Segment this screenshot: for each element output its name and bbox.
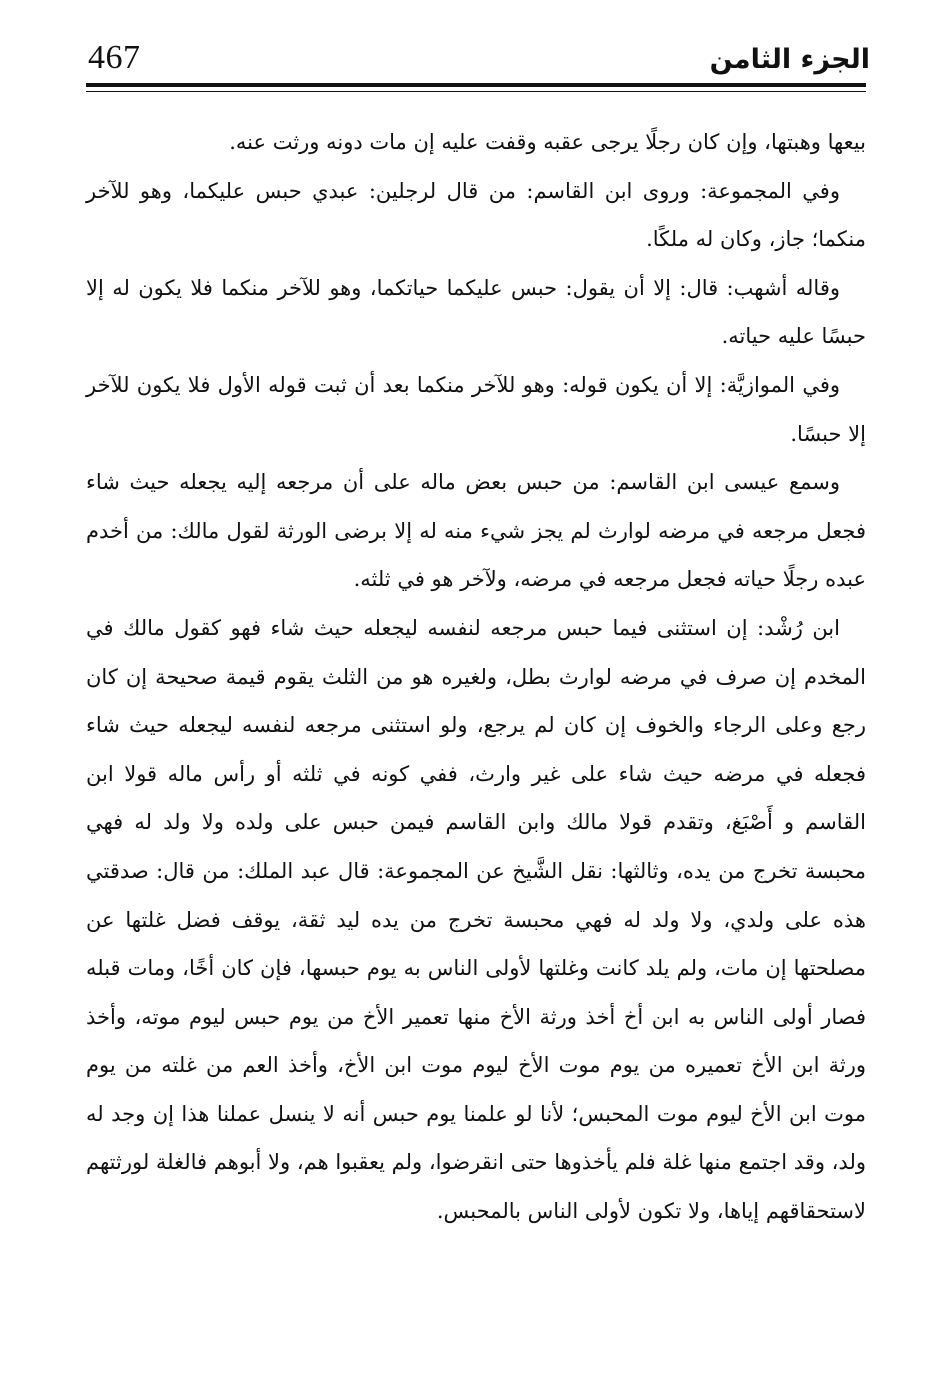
running-title: الجزء الثامن	[709, 44, 870, 75]
page-number: 467	[88, 39, 141, 76]
header-rule-thick	[86, 83, 866, 87]
header-rule-thin	[86, 91, 866, 92]
paragraph-6: ابن رُشْد: إن استثنى فيما حبس مرجعه لنفسه ليجعله حيث شاء فهو كقول مالك في المخدم إن صرف في مرضه لوارث بطل، ولغيره هو من الثلث يقوم قيمة صحيحة إن كان رجع وعلى الرجاء والخوف إن كان لم يرجع، ولو استثنى مرجعه لنفسه ليجعله حيث شاء فجعله في مرضه حيث شاء على غير وارث، ففي كونه في ثلثه أو رأس ماله قولا ابن القاسم و أَصْبَغ، وتقدم قولا مالك وابن القاسم فيمن حبس على ولده ولا ولد له فهي محبسة تخرج من يده، وثالثها: نقل الشَّيخ عن المجموعة: قال عبد الملك: من قال: صدقتي هذه على ولدي، ولا ولد له فهي محبسة تخرج من يده ليد ثقة، يوقف فضل غلتها عن مصلحتها إن مات، ولم يلد كانت وغلتها لأولى الناس به يوم حبسها، فإن كان أخًا، ومات قبله فصار أولى الناس به ابن أخ أخذ ورثة الأخ منها تعمير الأخ من يوم حبس ليوم موته، وأخذ ورثة ابن الأخ تعميره من يوم موت الأخ ليوم موت ابن الأخ، وأخذ العم من غلته من يوم موت ابن الأخ ليوم موت المحبس؛ لأنا لو علمنا يوم حبس أنه لا ينسل عملنا هذا إن وجد له ولد، وقد اجتمع منها غلة فلم يأخذوها حتى انقرضوا، ولم يعقبوا هم، ولا أبوهم فالغلة لورثتهم لاستحقاقهم إياها، ولا تكون لأولى الناس بالمحبس.	[86, 615, 866, 1224]
paragraph-2: وفي المجموعة: وروى ابن القاسم: من قال لرجلين: عبدي حبس عليكما، وهو للآخر منكما؛ جاز، وكان له ملكًا.	[86, 178, 866, 252]
body-text	[86, 118, 866, 1236]
paragraph-4: وفي الموازيَّة: إلا أن يكون قوله: وهو للآخر منكما بعد أن ثبت قوله الأول فلا يكون للآخر إلا حبسًا.	[86, 372, 866, 446]
paragraph-5: وسمع عيسى ابن القاسم: من حبس بعض ماله على أن مرجعه إليه يجعله حيث شاء فجعل مرجعه في مرضه لوارث لم يجز شيء منه له إلا برضى الورثة لقول مالك: من أخدم عبده رجلًا حياته فجعل مرجعه في مرضه، ولآخر هو في ثلثه.	[86, 470, 866, 592]
page-header	[80, 36, 870, 88]
paragraph-3: وقاله أشهب: قال: إلا أن يقول: حبس عليكما حياتكما، وهو للآخر منكما فلا يكون له إلا حبسًا عليه حياته.	[86, 275, 866, 349]
paragraph-1: بيعها وهبتها، وإن كان رجلًا يرجى عقبه وقفت عليه إن مات دونه ورثت عنه.	[229, 130, 866, 154]
